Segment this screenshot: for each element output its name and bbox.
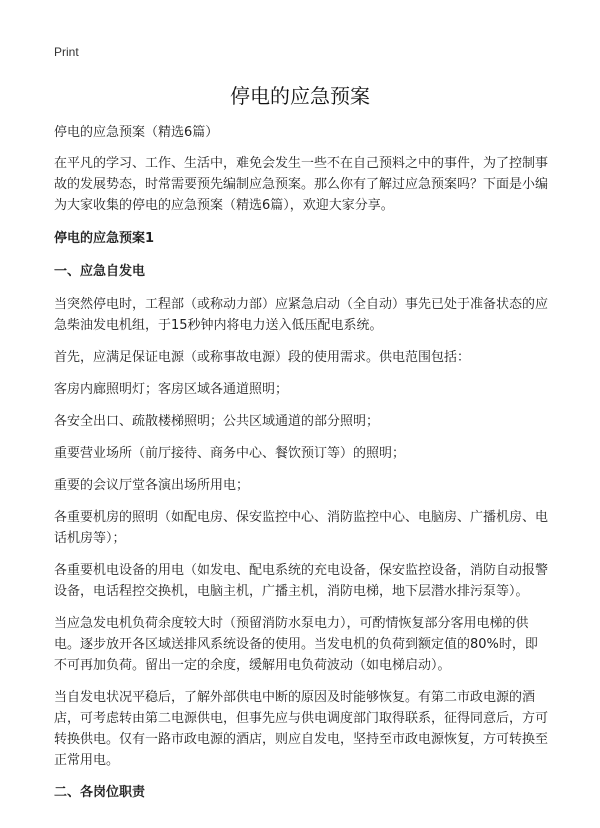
document-body — [54, 122, 550, 815]
section-heading: 二、各岗位职责 — [54, 785, 146, 800]
section-heading: 一、应急自发电 — [54, 264, 146, 279]
body-paragraph: 当应急发电机负荷余度较大时（预留消防水泵电力），可酌情恢复部分客用电梯的供电。逐步放开各区域送排风系统设备的使用。当发电机的负荷到额定值的80%时，即不可再加负荷。留出一定的余度，缓解用电负荷波动（如电梯启动）。 — [54, 616, 538, 673]
body-paragraph: 当自发电状况平稳后，了解外部供电中断的原因及时能够恢复。有第二市政电源的酒店，可考虑转由第二电源供电，但事先应与供电调度部门取得联系，征得同意后，方可转换供电。仅有一路市政电源的酒店，则应自发电，坚持至市政电源恢复，方可转换至正常用电。 — [54, 690, 549, 768]
body-paragraph: 重要营业场所（前厅接待、商务中心、餐饮预订等）的照明； — [54, 446, 406, 461]
intro-paragraph: 在平凡的学习、工作、生活中，难免会发生一些不在自己预料之中的事件，为了控制事故的发展势态，时常需要预先编制应急预案。那么你有了解过应急预案吗？下面是小编为大家收集的停电的应急预案（精选6篇），欢迎大家分享。 — [54, 156, 549, 213]
body-paragraph: 各安全出口、疏散楼梯照明；公共区域通道的部分照明； — [54, 414, 380, 429]
body-paragraph: 当突然停电时，工程部（或称动力部）应紧急启动（全自动）事先已处于准备状态的应急柴油发电机组，于15秒钟内将电力送入低压配电系统。 — [54, 297, 549, 333]
body-paragraph: 首先，应满足保证电源（或称事故电源）段的使用需求。供电范围包括： — [54, 350, 471, 365]
document-subtitle: 停电的应急预案（精选6篇） — [54, 125, 219, 140]
body-paragraph: 各重要机电设备的用电（如发电、配电系统的充电设备，保安监控设备，消防自动报警设备，电话程控交换机，电脑主机，广播主机，消防电梯，地下层潜水排污泵等）。 — [54, 563, 549, 599]
body-paragraph: 各重要机房的照明（如配电房、保安监控中心、消防监控中心、电脑房、广播机房、电话机房等）； — [54, 510, 549, 546]
document-title: 停电的应急预案 — [230, 84, 370, 108]
body-paragraph: 重要的会议厅堂各演出场所用电； — [54, 478, 250, 493]
part-heading: 停电的应急预案1 — [54, 231, 155, 246]
print-label: Print — [54, 45, 79, 59]
body-paragraph: 客房内廊照明灯；客房区域各通道照明； — [54, 382, 289, 397]
